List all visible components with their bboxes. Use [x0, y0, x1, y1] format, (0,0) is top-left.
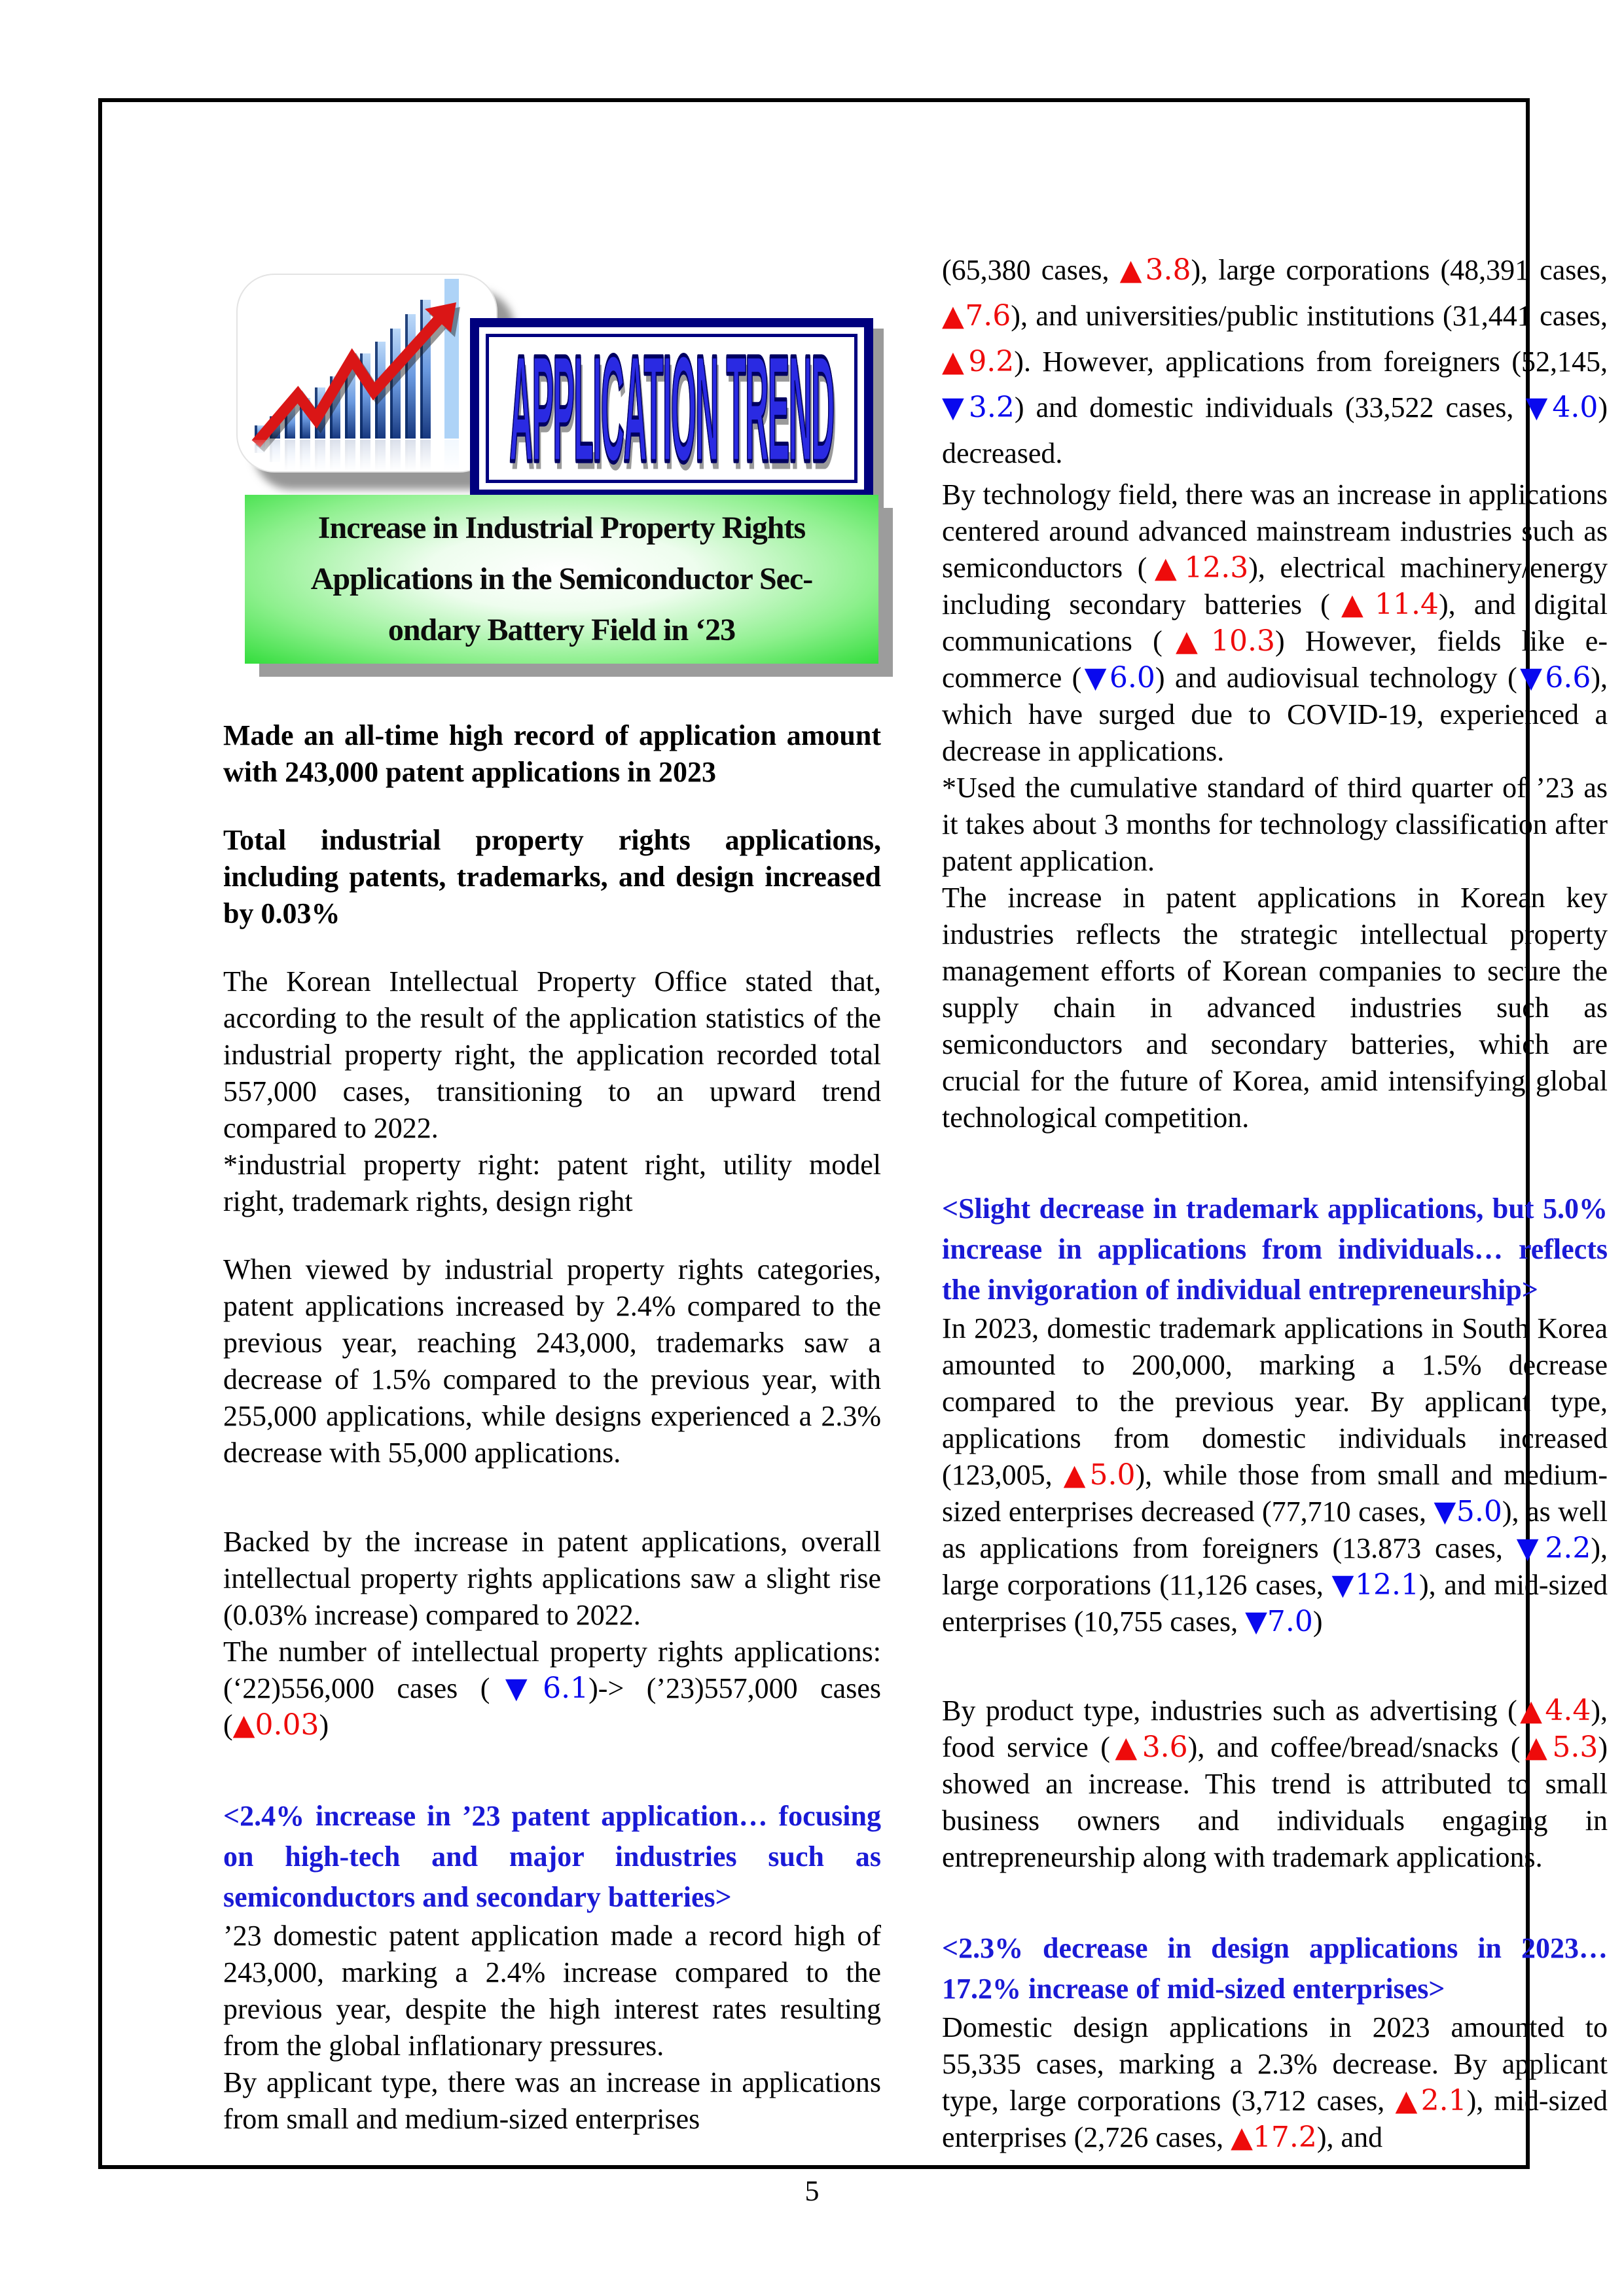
up-triangle-value: ▲12.3	[1147, 551, 1249, 584]
section-heading	[942, 1189, 1608, 1310]
text-run: ), mid-sized enterprises (2,726 cases,	[942, 2085, 1608, 2153]
text-run: )	[1312, 1605, 1323, 1638]
paragraph	[223, 1147, 881, 1220]
chart-logo	[236, 274, 497, 473]
paragraph	[942, 2009, 1608, 2156]
section-heading	[942, 1928, 1608, 2009]
up-triangle-value: ▲4.4	[1517, 1694, 1591, 1727]
spacer	[223, 1471, 881, 1524]
text-run: ), while those from small and medium-sized enterprises decreased (77,710 cases,	[942, 1459, 1608, 1528]
text-run: Made an all-time high record of application amount with 243,000 patent applications in 2023	[223, 719, 881, 788]
down-triangle-value: ▼5.0	[1434, 1495, 1502, 1528]
down-triangle-value: ▼3.2	[942, 391, 1015, 424]
paragraph	[942, 1693, 1608, 1876]
headline-line-3: ondary Battery Field in ‘23	[388, 613, 736, 647]
text-run: ), electrical machinery/energy including secondary batteries (	[942, 552, 1608, 620]
text-run: (65,380 cases,	[942, 254, 1120, 286]
paragraph	[223, 963, 881, 1147]
down-triangle-value: ▼2.2	[1516, 1532, 1591, 1565]
headline-line-2: Applications in the Semiconductor Sec-	[310, 562, 813, 596]
spacer	[223, 1744, 881, 1796]
up-triangle-value: ▲0.03	[232, 1708, 319, 1742]
text-run: Domestic design applications in 2023 amounted to 55,335 cases, marking a 2.3% decrease. By applicant type, large corporations (3,712 cases,	[942, 2011, 1608, 2117]
up-triangle-value: ▲17.2	[1231, 2121, 1317, 2154]
text-run: ) and audiovisual technology (	[1155, 662, 1517, 694]
text-run: Total industrial property rights applications, including patents, trademarks, and design increased by 0.03%	[223, 824, 881, 929]
text-run: By product type, industries such as advertising (	[942, 1695, 1517, 1727]
banner-inner-panel	[486, 323, 857, 493]
text-run: *Used the cumulative standard of third quarter of ’23 as it takes about 3 months for technology classification after patent application.	[942, 772, 1608, 877]
paragraph	[942, 1310, 1608, 1640]
up-triangle-value: ▲9.2	[942, 345, 1015, 378]
text-run: ), and universities/public institutions (31,441 cases,	[1011, 300, 1608, 332]
text-run: ’23 domestic patent application made a record high of 243,000, marking a 2.4% increase compared to the previous year, despite the high interest rates resulting from the global inflationary pressures.	[223, 1920, 881, 2062]
text-run: The Korean Intellectual Property Office stated that, according to the result of the application statistics of the industrial property right, the application recorded total 557,000 cases, transitioning to an upward trend compared to 2022.	[223, 965, 881, 1144]
text-run: ) decreased.	[942, 391, 1608, 469]
spacer	[223, 791, 881, 822]
text-run: ) showed an increase. This trend is attributed to small business owners and individuals engaging in entrepreneurship along with trademark applications.	[942, 1731, 1608, 1873]
text-run: The number of intellectual property rights applications: (‘22)556,000 cases (	[223, 1636, 881, 1704]
paragraph	[942, 880, 1608, 1136]
spacer	[942, 1136, 1608, 1189]
paragraph	[223, 1524, 881, 1634]
text-run: In 2023, domestic trademark applications in South Korea amounted to 200,000, marking a 1.5% decrease compared to the previous year. By applicant type, applications from domestic individuals increased (123,005,	[942, 1312, 1608, 1491]
text-run: The increase in patent applications in Korean key industries reflects the strategic intellectual property management efforts of Korean companies to secure the supply chain in advanced industries such as semiconductors and secondary batteries, which are crucial for the future of Korea, amid intensifying global technological competition.	[942, 882, 1608, 1134]
down-triangle-value: ▼7.0	[1245, 1605, 1313, 1638]
up-triangle-value: ▲2.1	[1395, 2084, 1467, 2117]
spacer	[223, 932, 881, 963]
paragraph	[223, 1634, 881, 1744]
text-run: ), and mid-sized enterprises (10,755 cases,	[942, 1569, 1608, 1638]
text-run: By applicant type, there was an increase in applications from small and medium-sized enterprises	[223, 2066, 881, 2135]
text-run: ), and digital communications (	[942, 588, 1608, 657]
paragraph	[223, 2064, 881, 2138]
text-run: ), as well as applications from foreigners (13.873 cases,	[942, 1496, 1608, 1564]
up-triangle-value: ▲3.6	[1110, 1731, 1188, 1764]
up-triangle-value: ▲5.0	[1063, 1458, 1136, 1492]
text-run: ) and domestic individuals (33,522 cases,	[1014, 391, 1526, 423]
spacer	[223, 1220, 881, 1251]
headline-line-1: Increase in Industrial Property Rights	[317, 511, 806, 545]
text-run: ), and coffee/bread/snacks (	[1187, 1731, 1521, 1763]
application-trend-banner	[470, 318, 873, 499]
spacer	[942, 1876, 1608, 1928]
text-run: When viewed by industrial property rights categories, patent applications increased by 2.4% compared to the previous year, reaching 243,000, trademarks saw a decrease of 1.5% compared to the previous year, with 255,000 applications, while designs experienced a 2.3% decrease with 55,000 applications.	[223, 1253, 881, 1469]
text-run: ), large corporations (48,391 cases,	[1191, 254, 1608, 286]
page-border	[98, 98, 1608, 2169]
section-heading	[223, 1796, 881, 1918]
spacer	[942, 1640, 1608, 1693]
text-run: <2.4% increase in ’23 patent application… focusing on high-tech and major industries such as semiconductors and secondary batteries>	[223, 1800, 881, 1913]
text-run: )-> (’23)557,000 cases (	[223, 1672, 881, 1741]
lead-paragraph	[223, 717, 881, 791]
right-column	[942, 247, 1608, 2257]
bar-chart-arrow-graphic	[238, 275, 496, 471]
headline-box	[245, 495, 878, 664]
down-triangle-value: ▼12.1	[1331, 1568, 1419, 1602]
paragraph	[223, 1918, 881, 2064]
down-triangle-value: ▼6.6	[1517, 661, 1591, 694]
text-run: Backed by the increase in patent applications, overall intellectual property rights applications saw a slight rise (0.03% increase) compared to 2022.	[223, 1526, 881, 1631]
text-run: ) However, fields like e-commerce (	[942, 625, 1608, 694]
down-triangle-value: ▼6.0	[1081, 661, 1155, 694]
text-run: ), large corporations (11,126 cases,	[942, 1532, 1608, 1601]
paragraph	[942, 476, 1608, 770]
text-run: ), food service (	[942, 1695, 1608, 1763]
text-run: ), which have surged due to COVID-19, experienced a decrease in applications.	[942, 662, 1608, 767]
up-triangle-value: ▲10.3	[1162, 624, 1275, 658]
up-triangle-value: ▲11.4	[1329, 588, 1439, 621]
text-run: *industrial property right: patent right, utility model right, trademark rights, design right	[223, 1149, 881, 1217]
text-run: <2.3% decrease in design applications in 2023… 17.2% increase of mid-sized enterprises>	[942, 1932, 1608, 2005]
up-triangle-value: ▲3.8	[1119, 253, 1191, 287]
up-triangle-value: ▲5.3	[1520, 1731, 1598, 1764]
text-run: ). However, applications from foreigners (52,145,	[1014, 346, 1608, 378]
text-run: By technology field, there was an increase in applications centered around advanced mainstream industries such as semiconductors (	[942, 478, 1608, 584]
up-triangle-value: ▲7.6	[942, 299, 1011, 332]
text-run: )	[319, 1709, 329, 1741]
text-run: <Slight decrease in trademark applications, but 5.0% increase in applications from individuals… reflects the invigoration of individual entrepreneurship>	[942, 1193, 1608, 1306]
paragraph	[942, 247, 1608, 476]
lead-paragraph	[223, 822, 881, 932]
banner-text: APPLICATION TREND	[509, 323, 834, 493]
left-column	[223, 717, 881, 2259]
down-triangle-value: ▼6.1	[490, 1672, 589, 1705]
down-triangle-value: ▼4.0	[1525, 391, 1598, 424]
paragraph	[223, 1251, 881, 1471]
text-run: ), and	[1316, 2121, 1383, 2153]
page-number: 5	[804, 2175, 820, 2207]
paragraph	[942, 770, 1608, 880]
